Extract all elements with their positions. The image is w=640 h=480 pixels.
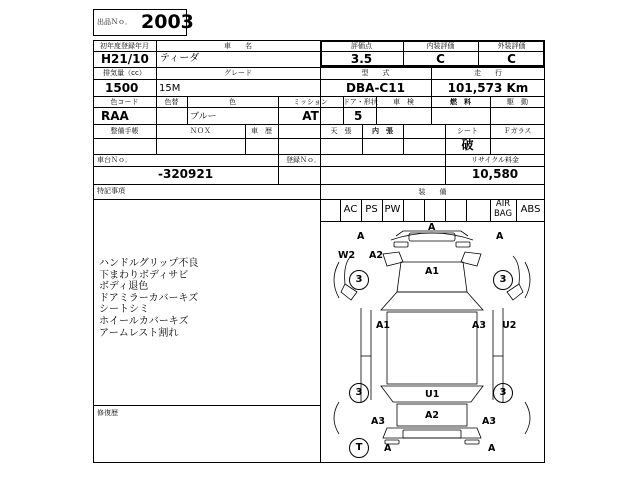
recycle-value: 10,580 xyxy=(471,167,519,181)
chassis-value: -320921 xyxy=(158,167,214,181)
damage-front-left: A xyxy=(357,231,365,242)
damage-bottom-left: A xyxy=(384,443,392,454)
model-label: 型 式 xyxy=(361,69,390,77)
doors-value: 5 xyxy=(354,109,363,123)
exterior-label: 外装評価 xyxy=(497,42,526,50)
col-line xyxy=(278,124,279,154)
equip-ac: AC xyxy=(343,204,358,215)
lot-label: 出品Ｎｏ． xyxy=(97,18,132,26)
reg-label: 登録Ｎｏ． xyxy=(286,156,321,164)
inspection-label: 車 検 xyxy=(393,98,414,106)
doors-label: ドア・形状 xyxy=(343,98,378,106)
equip-airbag: AIR BAG xyxy=(493,199,513,219)
color-code-value: RAA xyxy=(101,109,129,123)
wheel-front-right: 3 xyxy=(493,270,513,290)
spare-tire: T xyxy=(349,438,369,458)
interior-label: 内装評価 xyxy=(426,42,455,50)
damage-w2: W2 xyxy=(338,250,356,261)
wheel-front-left: 3 xyxy=(349,270,369,290)
trans-label: ミッション xyxy=(293,98,328,106)
fglass-label: Ｆガラス xyxy=(503,127,532,135)
mileage-value: 101,573 Km xyxy=(447,81,529,95)
damage-front-right: A xyxy=(496,231,504,242)
row-line xyxy=(93,124,545,125)
note-line: アームレスト割れ xyxy=(99,327,179,339)
drive-label: 駆 動 xyxy=(507,98,528,106)
equip-abs: ABS xyxy=(520,204,541,215)
damage-rear-right: A3 xyxy=(482,416,496,427)
mileage-label: 走 行 xyxy=(474,69,502,77)
equip-col xyxy=(424,199,425,221)
wheel-rear-right: 3 xyxy=(493,383,513,403)
nox-label: ＮＯＸ xyxy=(190,127,211,135)
note-line: ボディ退色 xyxy=(99,281,149,293)
note-line: シートシミ xyxy=(99,304,149,316)
note-line: 下まわりボディサビ xyxy=(99,269,189,281)
damage-top-center: A xyxy=(428,222,436,233)
grade-value: 15M xyxy=(159,83,181,94)
sunroof-label: 天 張 xyxy=(330,127,352,135)
damage-trunk: U1 xyxy=(425,389,440,400)
equipment-label: 装 備 xyxy=(418,188,447,196)
row-line xyxy=(93,199,545,200)
damage-a2-front: A2 xyxy=(369,250,383,261)
exterior-value: C xyxy=(507,52,516,66)
cc-value: 1500 xyxy=(105,81,139,95)
cc-label: 排気量（cc） xyxy=(103,69,146,77)
col-line xyxy=(403,124,404,154)
color-value: ブルー xyxy=(190,112,217,122)
color-label: 色 xyxy=(229,98,236,106)
name-value: ティーダ xyxy=(160,53,200,64)
recycle-label: リサイクル料金 xyxy=(470,156,520,164)
trans-value: AT xyxy=(302,109,319,123)
damage-rear-left: A3 xyxy=(371,416,385,427)
fuel-label: 燃 料 xyxy=(450,98,471,106)
damage-door-right: A3 xyxy=(472,320,486,331)
row-line xyxy=(93,96,545,97)
grade-label: グレード xyxy=(224,69,252,77)
row-line xyxy=(93,107,545,108)
damage-u2: U2 xyxy=(502,320,517,331)
notes-list xyxy=(99,258,198,339)
wheel-rear-left: 3 xyxy=(349,383,369,403)
note-line: ドアミラーカバーキズ xyxy=(99,292,199,304)
interior-value: C xyxy=(436,52,445,66)
row-line xyxy=(93,184,545,185)
equip-col xyxy=(466,199,467,221)
interior-trim-label: 内 張 xyxy=(372,127,393,135)
equip-ps: PS xyxy=(365,204,378,215)
equip-pw: PW xyxy=(384,204,401,215)
manual-label: 整備手帳 xyxy=(110,127,139,135)
history-label: 車 歴 xyxy=(251,127,272,135)
damage-rear-bumper: A2 xyxy=(425,410,439,421)
chassis-label: 車台Ｎｏ． xyxy=(97,156,132,164)
lot-number: 2003 xyxy=(141,11,194,33)
damage-door-left: A1 xyxy=(376,320,390,331)
name-label: 車 名 xyxy=(224,42,252,50)
damage-bottom-right: A xyxy=(488,443,496,454)
color-swap-label: 色替 xyxy=(164,98,179,106)
equip-col xyxy=(403,199,404,221)
row-line xyxy=(93,67,545,68)
notes-label: 特記事項 xyxy=(97,187,125,195)
note-line: ハンドルグリップ不良 xyxy=(99,258,199,269)
repair-label: 修復歴 xyxy=(97,409,118,417)
damage-hood: A1 xyxy=(425,266,439,277)
row-line xyxy=(93,79,545,80)
col-line xyxy=(278,154,279,184)
color-code-label: 色コード xyxy=(110,98,139,106)
row-line xyxy=(93,154,545,155)
score-value: 3.5 xyxy=(350,52,373,66)
section-line xyxy=(93,405,320,406)
equip-col xyxy=(445,199,446,221)
seat-value: 破 xyxy=(461,138,474,152)
score-label: 評価点 xyxy=(351,42,372,50)
year-label: 初年度登録年月 xyxy=(100,42,149,50)
seat-label: シート xyxy=(457,127,478,135)
note-line: ホイールカバーキズ xyxy=(99,315,189,327)
model-value: DBA-C11 xyxy=(346,81,405,95)
year-value: H21/10 xyxy=(101,52,149,66)
